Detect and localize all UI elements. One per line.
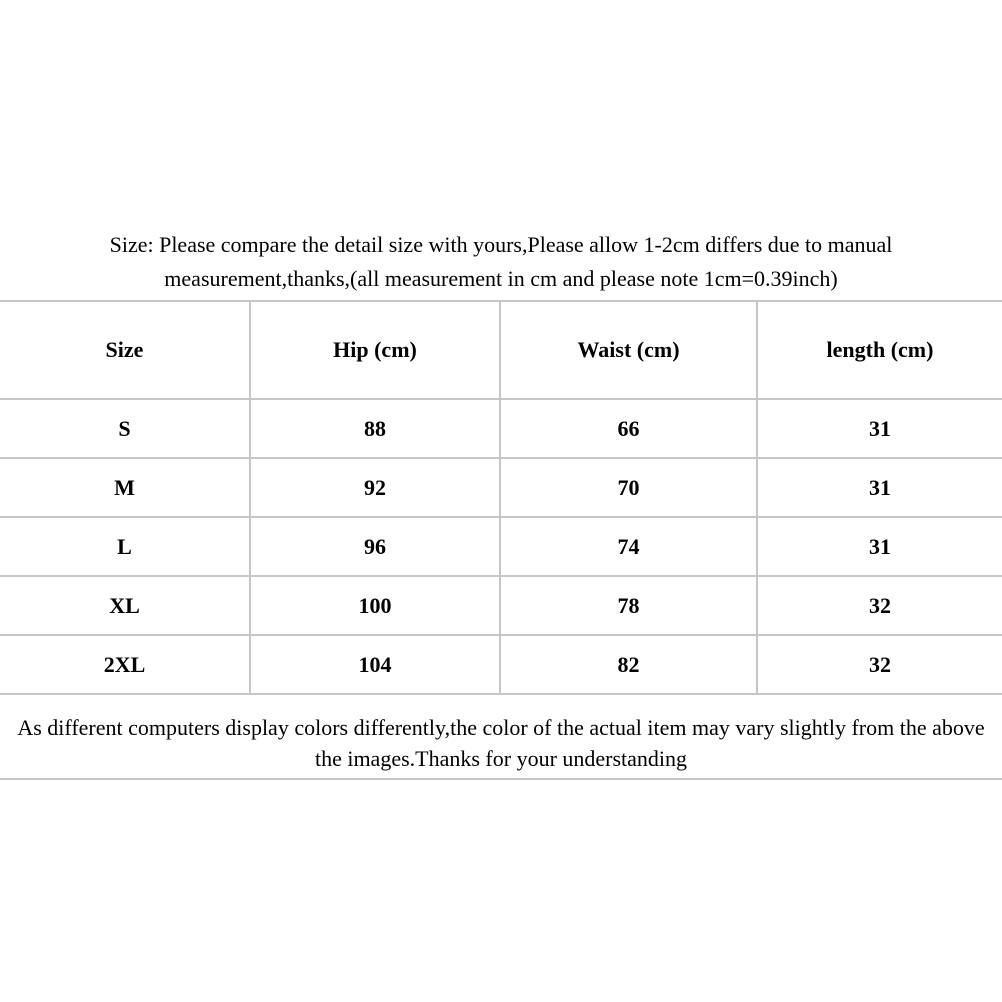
header-row: [0, 301, 1002, 399]
column-header-waist: Waist (cm): [500, 301, 757, 399]
hip-cell: 104: [250, 635, 500, 694]
size-cell: S: [0, 399, 250, 458]
table-row-s: [0, 399, 1002, 458]
length-cell: 31: [757, 399, 1002, 458]
waist-cell: 66: [500, 399, 757, 458]
length-cell: 31: [757, 458, 1002, 517]
table-row-m: [0, 458, 1002, 517]
hip-cell: 96: [250, 517, 500, 576]
size-chart-table: [0, 300, 1002, 695]
waist-cell: 74: [500, 517, 757, 576]
size-cell: M: [0, 458, 250, 517]
column-header-size: Size: [0, 301, 250, 399]
hip-cell: 100: [250, 576, 500, 635]
size-note-line-2: measurement,thanks,(all measurement in cm and please note 1cm=0.39inch): [164, 266, 838, 291]
size-cell: 2XL: [0, 635, 250, 694]
waist-cell: 82: [500, 635, 757, 694]
table-row-2xl: [0, 635, 1002, 694]
hip-cell: 92: [250, 458, 500, 517]
hip-cell: 88: [250, 399, 500, 458]
size-cell: L: [0, 517, 250, 576]
size-note: [0, 228, 1002, 296]
size-note-line-1: Size: Please compare the detail size with yours,Please allow 1-2cm differs due to manual: [109, 232, 893, 257]
length-cell: 31: [757, 517, 1002, 576]
table-row-xl: [0, 576, 1002, 635]
length-cell: 32: [757, 576, 1002, 635]
waist-cell: 78: [500, 576, 757, 635]
color-disclaimer-line-2: the images.Thanks for your understanding: [314, 746, 688, 771]
length-cell: 32: [757, 635, 1002, 694]
size-cell: XL: [0, 576, 250, 635]
waist-cell: 70: [500, 458, 757, 517]
color-disclaimer-line-1: As different computers display colors differently,the color of the actual item may vary slightly from the above: [17, 715, 985, 740]
column-header-length: length (cm): [757, 301, 1002, 399]
color-disclaimer: [0, 706, 1002, 780]
table-row-l: [0, 517, 1002, 576]
column-header-hip: Hip (cm): [250, 301, 500, 399]
